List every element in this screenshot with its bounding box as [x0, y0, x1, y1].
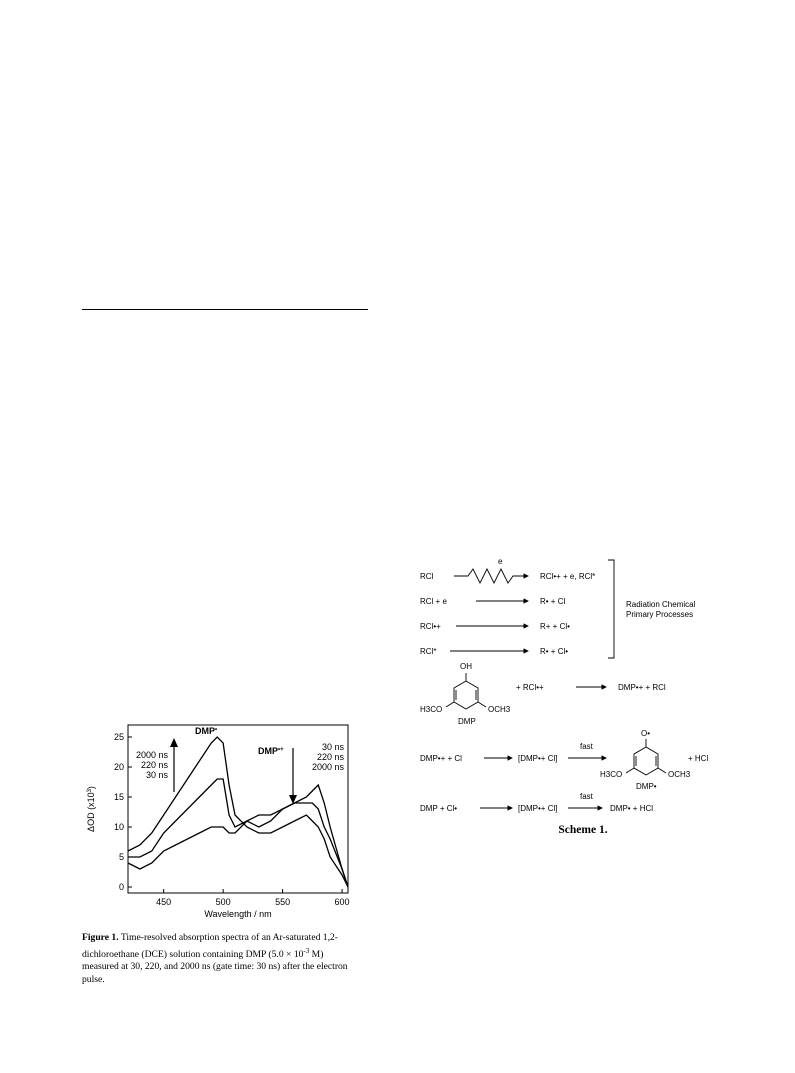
r6-product: + HCl — [688, 754, 709, 763]
r7-left: DMP + Cl• — [420, 804, 458, 813]
y-tick-label-5: 5 — [118, 852, 124, 862]
y-tick-label-0: 0 — [118, 882, 124, 892]
r3-right: R+ + Cl• — [540, 622, 570, 631]
r6-mid: [DMP•+ Cl] — [518, 754, 558, 763]
footnote-rule — [82, 309, 368, 310]
y-tick-label-10: 10 — [113, 822, 124, 832]
caption-text-2: M) measured at 30, 220, and 2000 ns (gate time: 30 ns) after the electron pulse. — [82, 948, 348, 985]
annotation-right-time-2: 220 ns — [316, 752, 344, 762]
r6-o: O• — [641, 729, 651, 738]
caption-label: Figure 1. — [82, 932, 119, 943]
y-tick-label-15: 15 — [113, 792, 124, 802]
r7-mid: [DMP•+ Cl] — [518, 804, 558, 813]
annotation-dmp-radical: DMP• — [195, 726, 218, 736]
annotation-right-time-1: 30 ns — [321, 742, 344, 752]
scheme-title: Scheme 1. — [558, 824, 608, 836]
r6-left: DMP•+ + Cl — [420, 754, 462, 763]
x-tick-label-500: 500 — [215, 897, 231, 907]
r1-above: e — [498, 557, 503, 566]
r1-zigzag-arrow — [454, 569, 528, 583]
dmp-radical-benzene-ring — [626, 739, 666, 775]
r5-sub-right: OCH3 — [488, 705, 511, 714]
r1-right: RCl•+ + e, RCl* — [540, 572, 596, 581]
r6-name: DMP• — [636, 782, 657, 791]
r5-oh: OH — [460, 662, 472, 671]
r6-sub-left: H3CO — [600, 770, 623, 779]
r5-reactant: + RCl•+ — [516, 683, 544, 692]
y-tick-label-25: 25 — [113, 732, 124, 742]
r2-right: R• + Cl — [540, 597, 566, 606]
annotation-left-time-3: 30 ns — [145, 770, 168, 780]
r1-left: RCl — [420, 572, 434, 581]
r4-right: R• + Cl• — [540, 647, 569, 656]
r4-left: RCl* — [420, 647, 437, 656]
spectrum-line-2 — [128, 779, 348, 887]
x-tick-label-600: 600 — [334, 897, 350, 907]
figure-1-spectra-chart — [80, 720, 360, 920]
bracket-label-1: Radiation Chemical — [626, 600, 696, 609]
bracket-label-2: Primary Processes — [626, 610, 694, 619]
caption-text: Time-resolved absorption spectra of an Ar-saturated 1,2-dichloroethane (DCE) solution containing DMP (5.0 × 10 — [82, 932, 338, 960]
x-tick-label-450: 450 — [156, 897, 172, 907]
x-tick-label-550: 550 — [275, 897, 291, 907]
r3-left: RCl•+ — [420, 622, 441, 631]
r7-product: DMP• + HCl — [610, 804, 654, 813]
r5-sub-left: H3CO — [420, 705, 443, 714]
dmp-benzene-ring — [446, 673, 486, 709]
annotation-right-time-3: 2000 ns — [311, 762, 344, 772]
annotation-dmp-radical-cation: DMP•+ — [258, 746, 284, 756]
figure-1-caption — [82, 932, 354, 986]
r5-product: DMP•+ + RCl — [618, 683, 666, 692]
arrow-up-head — [170, 738, 178, 747]
r5-name: DMP — [458, 717, 476, 726]
scheme-1 — [418, 555, 748, 815]
caption-sup: -3 — [303, 946, 310, 955]
y-axis-label: ΔOD $(x10^3)$ — [86, 786, 96, 832]
processes-bracket — [608, 560, 614, 658]
r6-above: fast — [580, 742, 593, 751]
annotation-left-time-1: 2000 ns — [135, 750, 168, 760]
annotation-left-time-2: 220 ns — [140, 760, 168, 770]
x-axis-label: Wavelength / nm — [204, 909, 272, 919]
r2-left: RCl + e — [420, 597, 447, 606]
r7-above: fast — [580, 792, 593, 801]
y-tick-label-20: 20 — [113, 762, 124, 772]
r6-sub-right: OCH3 — [668, 770, 691, 779]
